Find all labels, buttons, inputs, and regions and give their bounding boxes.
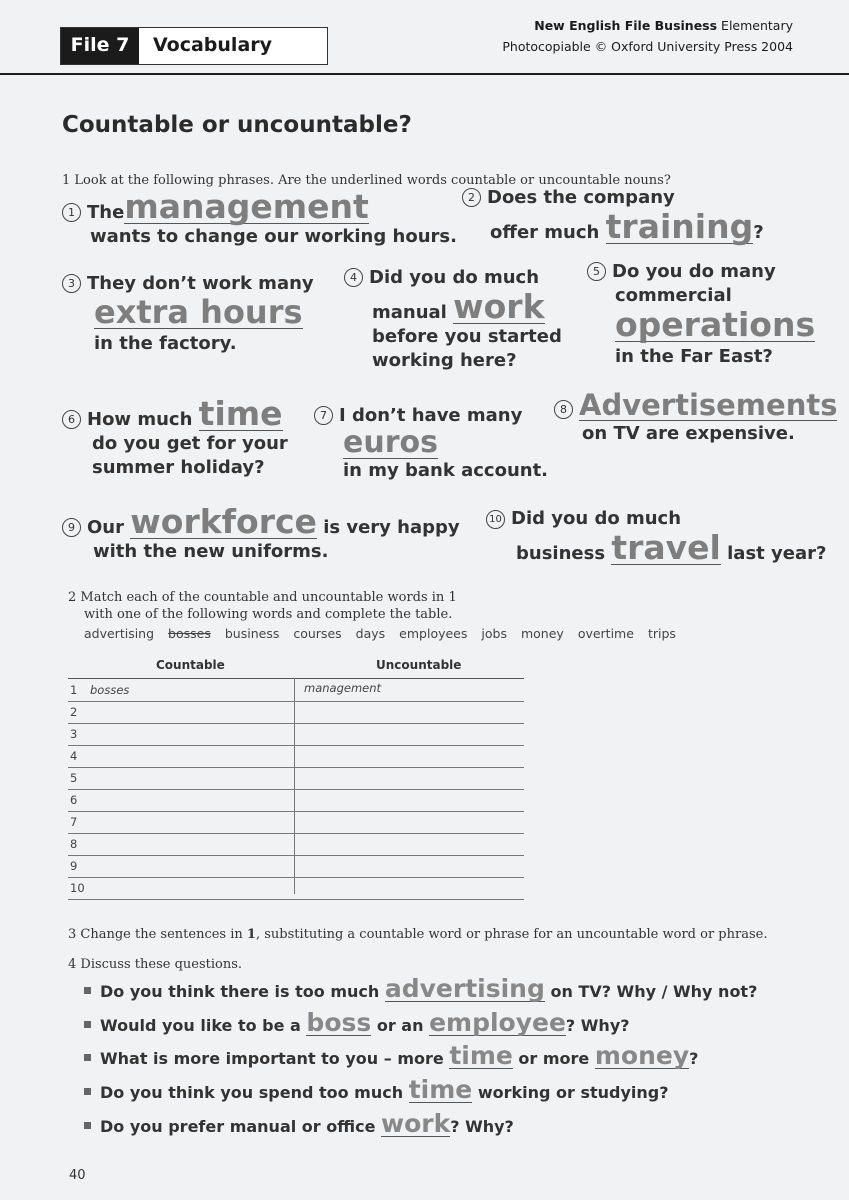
- row-number: 6: [70, 793, 78, 807]
- phrase-text: commercial: [615, 285, 732, 306]
- table-row: [68, 723, 524, 746]
- number-badge: 6: [62, 410, 81, 429]
- table-row: [68, 833, 524, 856]
- phrase-text: with the new uniforms.: [93, 541, 329, 562]
- word-bank-item: days: [355, 626, 386, 641]
- book-level: Elementary: [717, 18, 793, 33]
- phrase-text: before you started: [372, 326, 562, 347]
- bullet-icon: [84, 1021, 91, 1028]
- table-row: [68, 877, 524, 900]
- word-bank-item: overtime: [577, 626, 634, 641]
- instruction-ref: 1: [246, 927, 256, 942]
- instruction-text: 3 Change the sentences in: [68, 927, 247, 942]
- phrase-6: [62, 394, 288, 480]
- number-badge: 7: [314, 406, 333, 425]
- phrase-text: in the Far East?: [615, 346, 773, 367]
- phrase-1: [62, 187, 457, 249]
- target-word: money: [594, 1041, 690, 1070]
- target-word: work: [381, 1109, 451, 1138]
- word-bank-item: advertising: [84, 626, 155, 641]
- exercise3-instruction: [68, 927, 767, 942]
- target-word: euros: [343, 425, 438, 460]
- number-badge: 9: [62, 518, 81, 537]
- phrase-text: do you get for your: [92, 433, 288, 454]
- question-text: or an: [376, 1016, 424, 1035]
- target-word: extra hours: [94, 293, 303, 331]
- word-bank-item: business: [224, 626, 280, 641]
- row-number: 1: [70, 683, 78, 697]
- question-text: What is more important to you – more: [100, 1049, 444, 1068]
- target-word: boss: [306, 1008, 372, 1037]
- row-number: 3: [70, 727, 78, 741]
- book-title: New English File Business: [534, 18, 718, 33]
- countable-cell: bosses: [90, 683, 130, 697]
- number-badge: 1: [62, 203, 81, 222]
- bullet-icon: [84, 1088, 91, 1095]
- word-bank-item: money: [520, 626, 564, 641]
- question-1: [84, 976, 757, 1002]
- phrase-10: [486, 507, 826, 566]
- number-badge: 8: [554, 400, 573, 419]
- phrase-text: Did you do much: [511, 508, 682, 529]
- phrase-3: [62, 272, 314, 356]
- question-2: [84, 1010, 630, 1036]
- question-text: ? Why?: [450, 1117, 514, 1136]
- target-word: time: [198, 394, 283, 433]
- page-number: 40: [69, 1168, 86, 1183]
- row-number: 9: [70, 859, 78, 873]
- number-badge: 3: [62, 274, 81, 293]
- word-bank-item: bosses: [168, 626, 211, 641]
- page-title: Countable or uncountable?: [62, 112, 412, 138]
- question-text: Do you think you spend too much: [100, 1083, 404, 1102]
- target-word: advertising: [384, 974, 545, 1003]
- question-5: [84, 1111, 514, 1137]
- phrase-text: working here?: [372, 350, 517, 371]
- word-bank-item: jobs: [481, 626, 507, 641]
- phrase-text: Do you do many: [612, 261, 776, 282]
- phrase-text: offer much: [490, 222, 600, 243]
- phrase-2: [462, 186, 764, 245]
- exercise4-instruction: 4 Discuss these questions.: [68, 957, 243, 972]
- table-header-uncountable: Uncountable: [376, 658, 462, 672]
- instruction-line: 2 Match each of the countable and uncountable words in 1: [68, 590, 457, 605]
- target-word: Advertisements: [579, 388, 838, 422]
- question-text: ? Why?: [565, 1016, 630, 1035]
- uncountable-cell: management: [304, 681, 382, 695]
- question-text: Would you like to be a: [100, 1016, 301, 1035]
- phrase-text: summer holiday?: [92, 457, 265, 478]
- question-4: [84, 1077, 669, 1103]
- phrase-9: [62, 502, 460, 564]
- bullet-icon: [84, 1122, 91, 1129]
- row-number: 10: [70, 881, 85, 895]
- phrase-7: [314, 404, 548, 483]
- publisher-info: [502, 15, 793, 57]
- target-word: work: [453, 287, 545, 326]
- word-bank: [84, 626, 690, 641]
- table-row: [68, 855, 524, 878]
- word-bank-item: trips: [647, 626, 676, 641]
- phrase-text: last year?: [727, 543, 827, 564]
- exercise1-instruction: 1 Look at the following phrases. Are the underlined words countable or uncountable nouns?: [62, 173, 671, 188]
- phrase-text: wants to change our working hours.: [90, 226, 457, 247]
- table-row: [68, 789, 524, 812]
- instruction-line: with one of the following words and complete the table.: [84, 607, 453, 622]
- phrase-text: manual: [372, 302, 447, 323]
- question-text: working or studying?: [477, 1083, 669, 1102]
- table-row: [68, 745, 524, 768]
- copyright-line: Photocopiable © Oxford University Press 2004: [502, 39, 793, 54]
- question-text: on TV? Why / Why not?: [550, 982, 758, 1001]
- target-word: employee: [429, 1008, 566, 1037]
- table-header-countable: Countable: [156, 658, 225, 672]
- bullet-icon: [84, 987, 91, 994]
- target-word: training: [605, 207, 754, 246]
- phrase-text: business: [516, 543, 606, 564]
- bullet-icon: [84, 1054, 91, 1061]
- phrase-8: [554, 388, 838, 446]
- target-word: operations: [615, 305, 816, 344]
- question-text: Do you prefer manual or office: [100, 1117, 376, 1136]
- header-rule: [0, 73, 849, 75]
- row-number: 2: [70, 705, 78, 719]
- phrase-text: The: [87, 202, 125, 223]
- phrase-text: is very happy: [323, 517, 460, 538]
- table-row: [68, 767, 524, 790]
- phrase-text: Did you do much: [369, 267, 540, 288]
- target-word: management: [124, 187, 369, 226]
- number-badge: 2: [462, 188, 481, 207]
- question-3: [84, 1043, 698, 1069]
- phrase-4: [344, 266, 562, 373]
- number-badge: 10: [486, 510, 505, 529]
- instruction-text: , substituting a countable word or phrase for an uncountable word or phrase.: [255, 927, 768, 942]
- phrase-text: ?: [753, 222, 764, 243]
- target-word: time: [408, 1075, 473, 1104]
- file-label: File 7: [61, 28, 139, 64]
- table-row: [68, 811, 524, 834]
- table-row: [68, 679, 524, 702]
- row-number: 5: [70, 771, 78, 785]
- row-number: 7: [70, 815, 78, 829]
- phrase-text: in the factory.: [94, 333, 237, 354]
- section-title: Vocabulary: [153, 34, 273, 56]
- phrase-text: in my bank account.: [343, 460, 549, 481]
- word-bank-item: employees: [399, 626, 468, 641]
- question-text: Do you think there is too much: [100, 982, 380, 1001]
- row-number: 4: [70, 749, 78, 763]
- word-bank-item: courses: [293, 626, 342, 641]
- question-text: ?: [689, 1049, 699, 1068]
- phrase-5: [587, 260, 815, 369]
- question-text: or more: [518, 1049, 590, 1068]
- number-badge: 4: [344, 268, 363, 287]
- target-word: time: [449, 1041, 513, 1070]
- exercise2-instruction: [68, 589, 457, 623]
- phrase-text: Our: [87, 517, 124, 538]
- target-word: workforce: [130, 502, 317, 541]
- file-header-box: [60, 27, 328, 65]
- phrase-text: How much: [87, 409, 193, 430]
- phrase-text: Does the company: [487, 187, 675, 208]
- table-row: [68, 701, 524, 724]
- phrase-text: I don’t have many: [339, 405, 523, 426]
- number-badge: 5: [587, 262, 606, 281]
- phrase-text: on TV are expensive.: [582, 423, 795, 444]
- target-word: travel: [611, 528, 721, 567]
- phrase-text: They don’t work many: [87, 273, 314, 294]
- row-number: 8: [70, 837, 78, 851]
